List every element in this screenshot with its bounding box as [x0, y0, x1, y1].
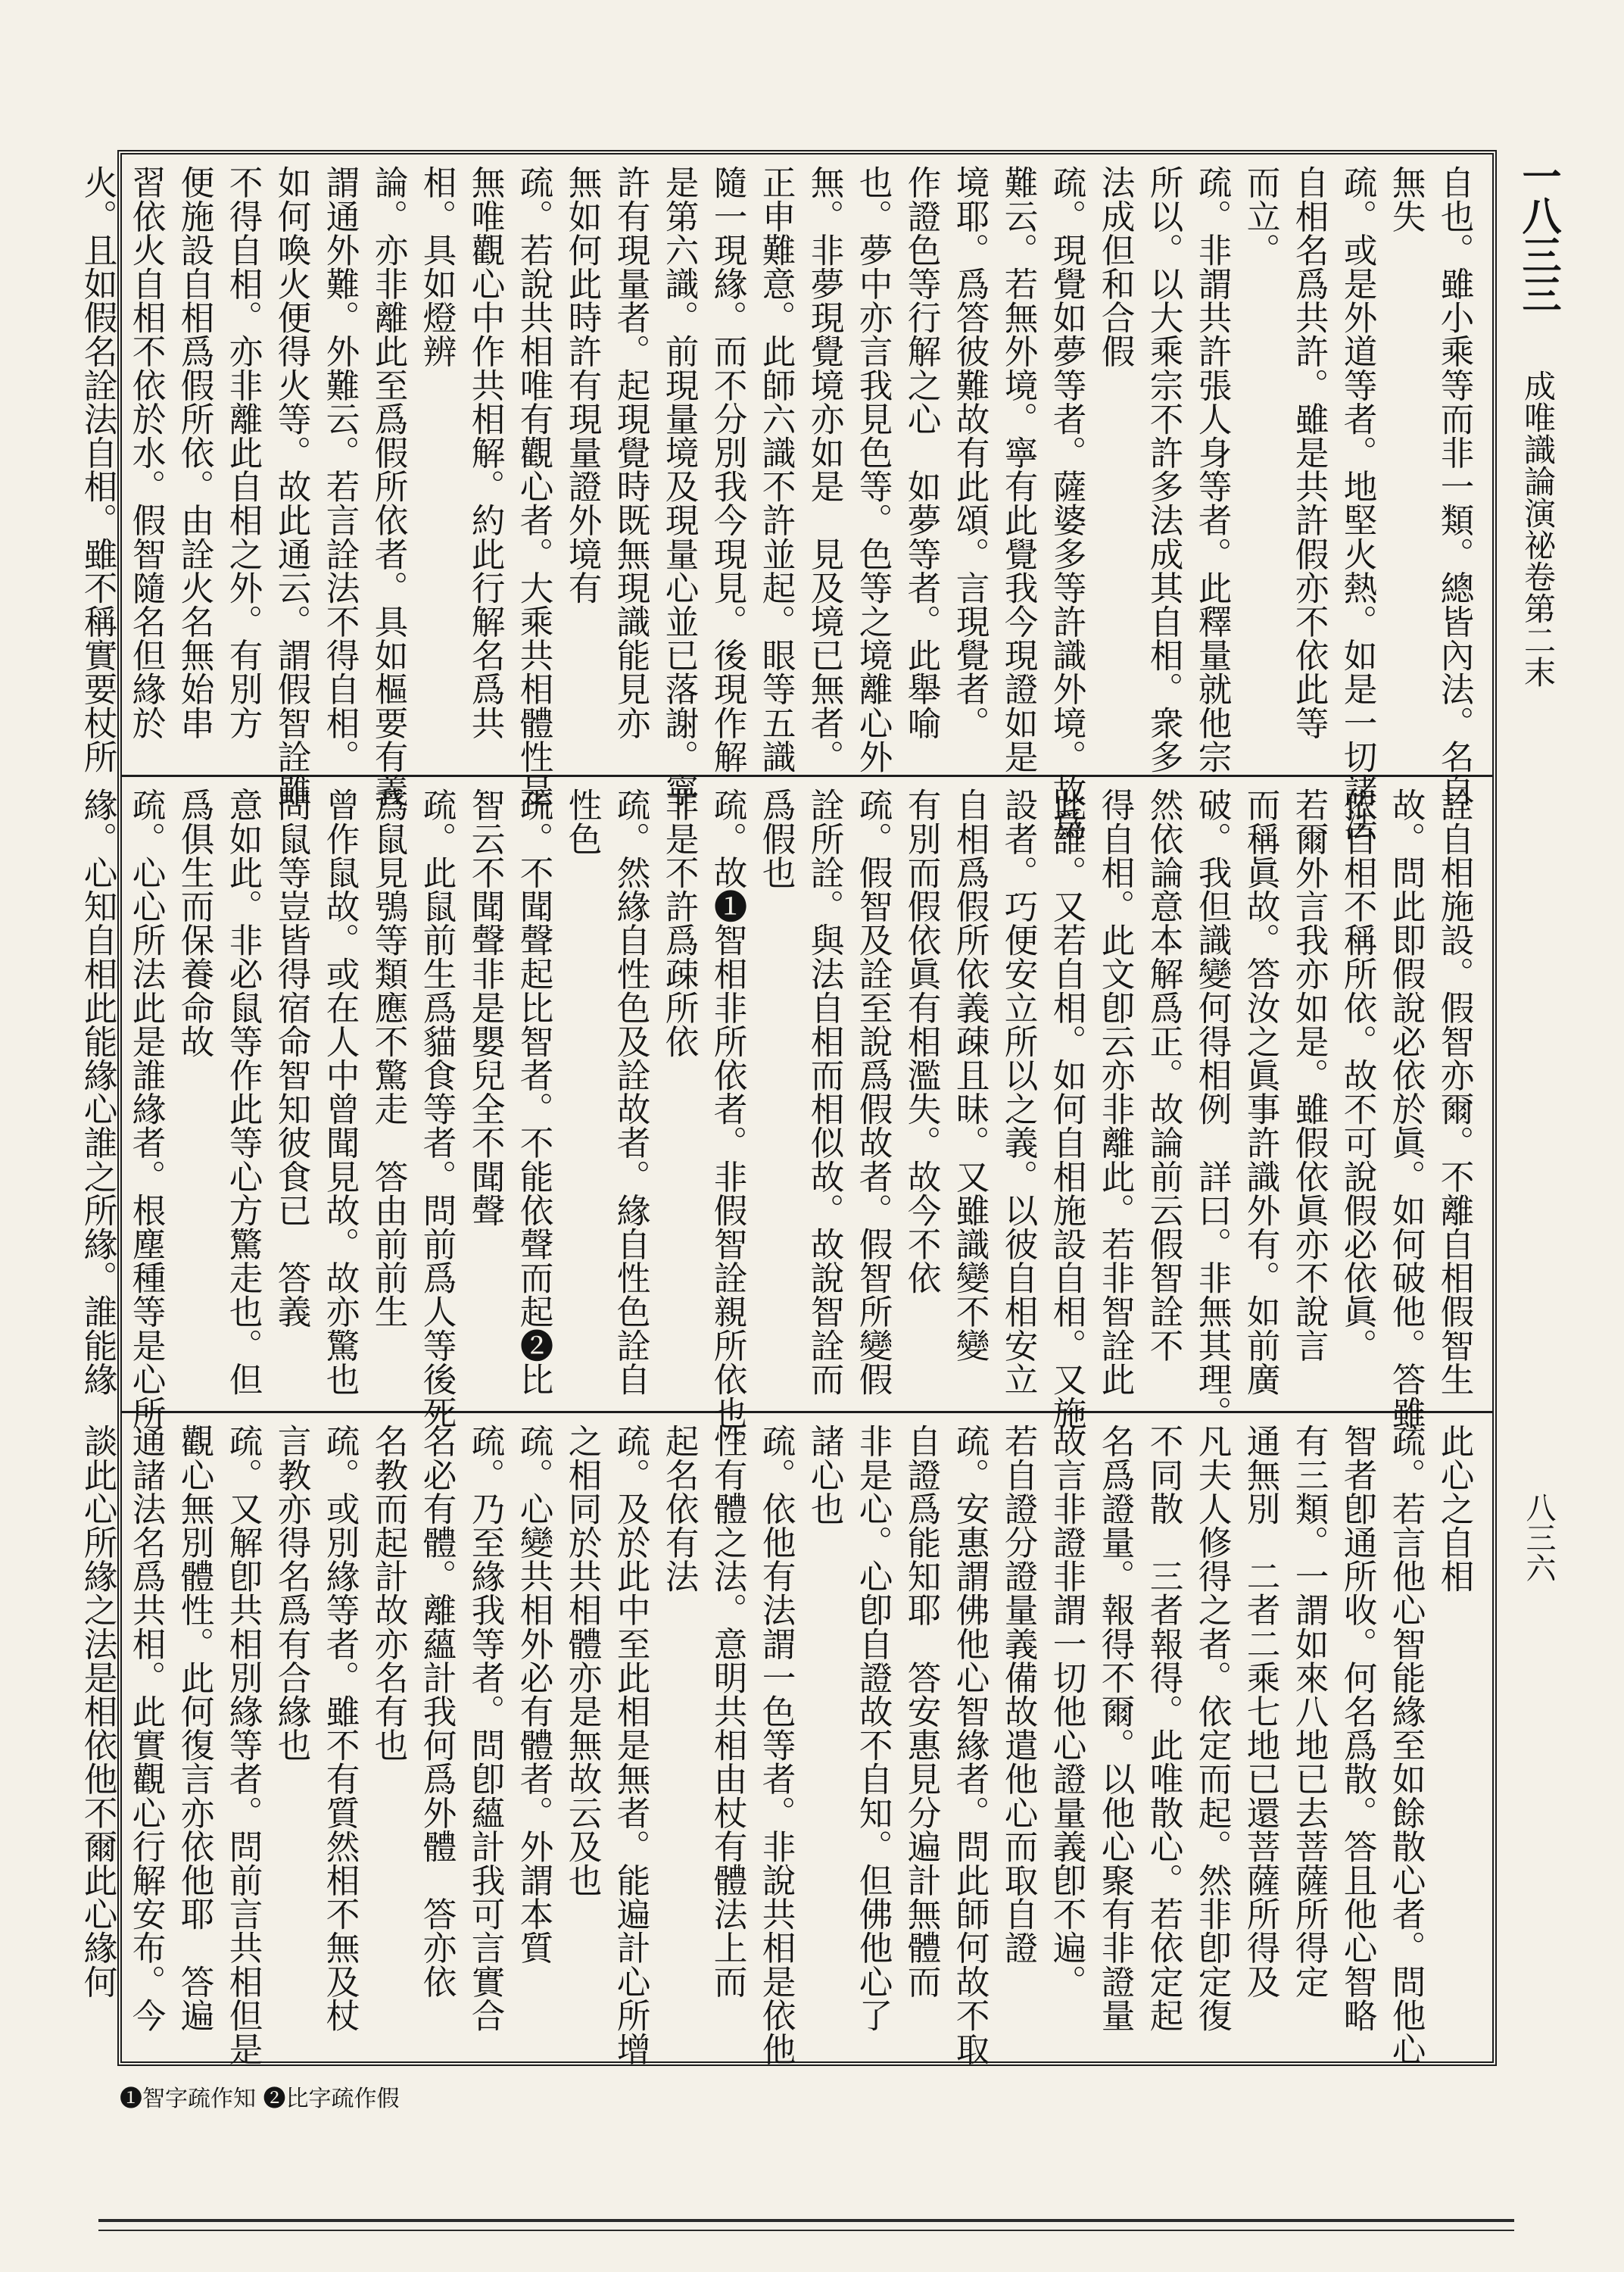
text-column: 論。亦非離此至爲假所依者。具如樞要有義	[369, 165, 408, 807]
text-column: 意如此。非必鼠等作此等心方驚走也。但	[223, 788, 263, 1396]
text-column: 依自相不稱所依。故不可說假必依眞。	[1338, 788, 1377, 1362]
text-column: 若自證分證量義備故遣他心而取自證	[999, 1424, 1038, 1965]
text-column: 正申難意。此師六識不許並起。眼等五識	[756, 165, 796, 773]
text-column: 難云。若無外境。寧有此覺我今現證如是	[999, 165, 1038, 773]
text-column: 通諸法名爲共相。此實觀心行解安布。今	[126, 1424, 166, 2032]
text-column: 性有體之法。意明共相由杖有體法上而	[708, 1424, 747, 1999]
text-column: 疏。依他有法謂一色等者。非說共相是依他	[756, 1424, 796, 2066]
text-column: 疏。不聞聲起比智者。不能依聲而起❷比	[514, 788, 553, 1396]
text-band-middle	[78, 777, 1492, 1463]
text-column: 有別而假依眞有相濫失。故今不依	[902, 788, 941, 1294]
text-column: 疏。乃至緣我等者。問卽蘊計我可言實合	[466, 1424, 505, 2032]
text-column: 爲俱生而保養命故	[175, 788, 214, 1058]
text-column: 火。且如假名詮法自相。雖不稱實要杖所	[78, 165, 117, 773]
text-column: 談此心所緣之法是相依他不爾此心緣何	[78, 1424, 117, 1999]
text-column: 自也。雖小乘等而非一類。總皆內法。名自	[1435, 165, 1474, 807]
text-column: 然依論意本解爲正。故論前云假智詮不	[1144, 788, 1183, 1362]
text-column: 疏。現覺如夢等者。薩婆多等許識外境。故爲	[1047, 165, 1086, 841]
text-column: 疏。心變共相外必有體者。外謂本質	[514, 1424, 553, 1965]
text-column: 名教而起計故亦名有也	[369, 1424, 408, 1762]
text-column: 如何喚火便得火等。故此通云。謂假智詮雖	[272, 165, 311, 807]
text-column: 隨一現緣。而不分別我今現見。後現作解	[708, 165, 747, 773]
text-column: 不得自相。亦非離此自相之外。有別方	[223, 165, 263, 740]
text-column: 不同散 三者報得。此唯散心。若依定起	[1144, 1424, 1183, 2032]
text-column: 疏。心心所法此是誰緣者。根塵種等是心所	[126, 788, 166, 1430]
text-column: 起名依有法	[659, 1424, 699, 1593]
text-column: 境耶。爲答彼難故有此頌。言現覺者。	[950, 165, 990, 740]
text-band-lower	[78, 1413, 1492, 2066]
text-column: 習依火自相不依於水。假智隨名但緣於	[126, 165, 166, 740]
bottom-rule	[98, 2219, 1514, 2222]
text-column: 言教亦得名爲有合緣也	[272, 1424, 311, 1762]
bottom-rule-thin	[98, 2230, 1514, 2231]
text-column: 爲鼠見鴞等類應不驚走 答由前前生	[369, 788, 408, 1328]
text-column: 便施設自相爲假所依。由詮火名無始串	[175, 165, 214, 740]
text-column: 自相爲假所依義疎且昧。又雖識變不變	[950, 788, 990, 1362]
text-column: 無唯觀心中作共相解。約此行解名爲共	[466, 165, 505, 740]
text-column: 而稱眞故。答汝之眞事許識外有。如前廣	[1241, 788, 1280, 1396]
text-column: 凡夫人修得之者。依定而起。然非卽定復	[1192, 1424, 1232, 2032]
text-column: 緣。心知自相此能緣心誰之所緣。誰能緣	[78, 788, 117, 1396]
text-column: 疏。或是外道等者。地堅火熱。如是一切諸法	[1338, 165, 1377, 841]
text-column: 是第六識。前現量境及現量心並已落謝。寧	[659, 165, 699, 807]
text-column: 智云不聞聲非是嬰兒全不聞聲	[466, 788, 505, 1227]
text-column: 性色	[563, 788, 602, 856]
text-column: 非是不許爲疎所依	[659, 788, 699, 1058]
text-column: 名必有體。離蘊計我何爲外體 答亦依	[417, 1424, 457, 1999]
text-column: 自相名爲共許。雖是共許假亦不依此等	[1289, 165, 1329, 740]
page-number: 一八三三	[1515, 156, 1561, 314]
text-column: 曾作鼠故。或在人中曾聞見故。故亦驚也	[320, 788, 360, 1396]
text-column: 諸心也	[805, 1424, 844, 1525]
text-column: 若爾外言我亦如是。雖假依眞亦不說言	[1289, 788, 1329, 1362]
text-column: 相。具如燈辨	[417, 165, 457, 368]
text-frame	[78, 150, 1497, 2066]
text-column: 疏。假智及詮至說爲假故者。假智所變假	[853, 788, 893, 1396]
text-column: 詮自相施設。假智亦爾。不離自相假智生	[1435, 788, 1474, 1396]
text-column: 疏。若說共相唯有觀心者。大乘共相體性是	[514, 165, 553, 807]
text-column: 而立。	[1241, 165, 1280, 267]
text-column: 疏。然緣自性色及詮故者。緣自性色詮自	[611, 788, 650, 1396]
text-column: 疏。又解卽共相別緣等者。問前言共相但是	[223, 1424, 263, 2066]
text-column: 疏。故❶智相非所依者。非假智詮親所依也。	[708, 788, 747, 1463]
text-column: 無。非夢現覺境亦如是 見及境已無者。	[805, 165, 844, 773]
text-column: 法成但和合假	[1096, 165, 1135, 368]
text-column: 自證爲能知耶 答安惠見分遍計無體而	[902, 1424, 941, 1999]
text-column: 謂通外難。外難云。若言詮法不得自相。	[320, 165, 360, 773]
text-column: 無如何此時許有現量證外境有	[563, 165, 602, 604]
folio-number: 八三六	[1521, 1492, 1556, 1583]
text-column: 疏。安惠謂佛他心智緣者。問此師何故不取	[950, 1424, 990, 2066]
text-column: 疏。此鼠前生爲貓食等者。問前爲人等後死	[417, 788, 457, 1430]
text-column: 非是心。心卽自證故不自知。但佛他心了	[853, 1424, 893, 2032]
text-column: 疏。及於此中至此相是無者。能遍計心所增	[611, 1424, 650, 2066]
text-column: 破。我但識變何得相例 詳曰。非無其理。	[1192, 788, 1232, 1430]
text-column: 疏。非謂共許張人身等者。此釋量就他宗	[1192, 165, 1232, 773]
text-column: 此誰。又若自相。如何自相施設自相。又施	[1047, 788, 1086, 1430]
text-column: 有三類。一謂如來八地已去菩薩所得定	[1289, 1424, 1329, 1999]
text-column: 得自相。此文卽云亦非離此。若非智詮此	[1096, 788, 1135, 1396]
text-column: 作證色等行解之心 如夢等者。此舉喻	[902, 165, 941, 740]
text-column: 所以。以大乘宗不許多法成其自相。衆多	[1144, 165, 1183, 773]
text-column: 名爲證量。報得不爾。以他心聚有非證量	[1096, 1424, 1135, 2032]
text-column: 問鼠等豈皆得宿命智知彼食已 答義	[272, 788, 311, 1328]
text-column: 爲假也	[756, 788, 796, 889]
running-title: 成唯識論演祕卷第二末	[1520, 370, 1557, 688]
text-column: 此心之自相	[1435, 1424, 1474, 1593]
text-column: 疏。若言他心智能緣至如餘散心者。問他心	[1386, 1424, 1426, 2066]
text-column: 許有現量者。起現覺時既無現識能見亦	[611, 165, 650, 740]
text-column: 通無別 二者二乘七地已還菩薩所得及	[1241, 1424, 1280, 1999]
footnote: ❶智字疏作知 ❷比字疏作假	[120, 2086, 400, 2112]
text-column: 無失	[1386, 165, 1426, 233]
text-column: 疏。或別緣等者。雖不有質然相不無及杖	[320, 1424, 360, 2032]
page-header	[1502, 150, 1578, 2066]
text-column: 設者。巧便安立所以之義。以彼自相安立	[999, 788, 1038, 1396]
text-column: 也。夢中亦言我見色等。色等之境離心外	[853, 165, 893, 773]
text-column: 智者卽通所收。何名爲散。答且他心智略	[1338, 1424, 1377, 2032]
text-column: 故。問此即假說必依於眞。如何破他。答雖	[1386, 788, 1426, 1430]
text-column: 故言非證非謂一切他心證量義卽不遍。	[1047, 1424, 1086, 1999]
text-column: 觀心無別體性。此何復言亦依他耶 答遍	[175, 1424, 214, 2032]
text-column: 之相同於共相體亦是無故云及也	[563, 1424, 602, 1897]
text-column: 詮所詮。與法自相而相似故。故說智詮而	[805, 788, 844, 1396]
